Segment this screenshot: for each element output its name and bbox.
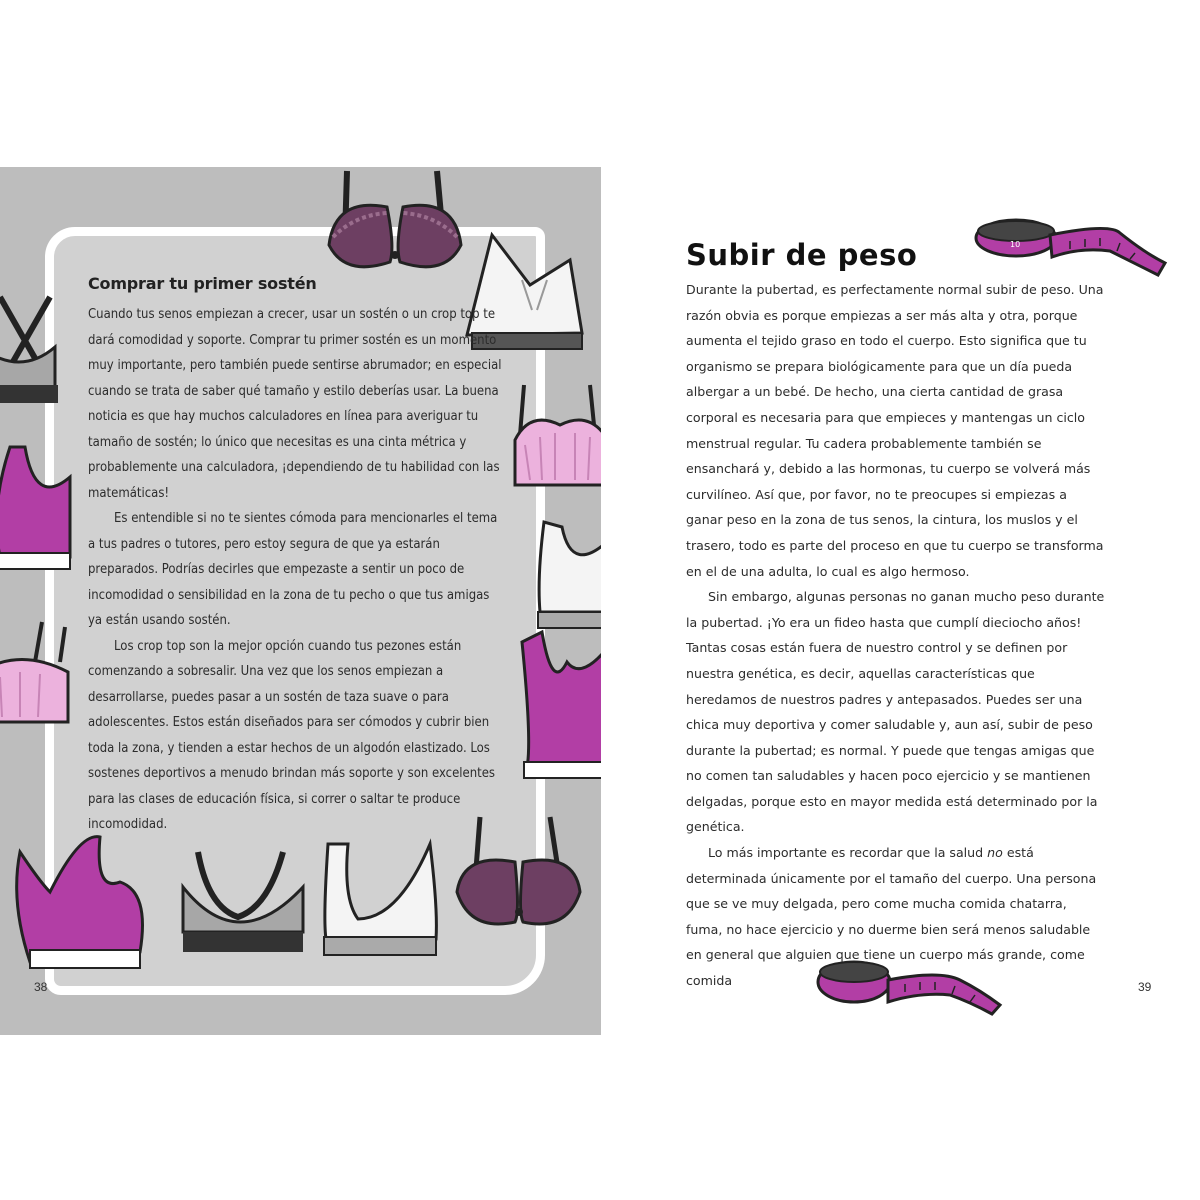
bottom-grey-bra-illustration bbox=[178, 847, 308, 977]
left-page-title: Comprar tu primer sostén bbox=[88, 274, 317, 293]
left-pink-bra-illustration bbox=[0, 622, 70, 737]
right-page-body bbox=[686, 277, 1106, 994]
right-paragraph-text: Lo más importante es recordar que la salud bbox=[708, 845, 988, 861]
bottom-magenta-bra-illustration bbox=[10, 832, 145, 982]
grey-bra-illustration bbox=[0, 287, 70, 407]
page-number-right: 39 bbox=[1138, 980, 1152, 994]
emphasis-no: no bbox=[987, 845, 1003, 861]
measuring-tape-illustration bbox=[970, 213, 1180, 283]
left-page-body bbox=[88, 302, 503, 838]
left-paragraph: Es entendible si no te sientes cómoda para mencionarles el tema a tus padres o tutores, pero estoy segura de que ya estarán preparados. Podrías decirles que empezaste a sentir un poco de incomodidad o sensibilidad en la zona de tu pecho o que tus amigas ya están usando sostén. bbox=[88, 511, 498, 628]
left-page bbox=[0, 167, 601, 1035]
right-paragraph-text: está determinada únicamente por el tamaño del cuerpo. Una persona que se ve muy delgada, pero come mucha comida chatarra, fuma, no hace ejercicio y no duerme bien será menos saludable en general que alguien que tiene un cuerpo más grande, come comida bbox=[686, 845, 1097, 989]
bottom-white-crop-illustration bbox=[318, 839, 443, 969]
right-paragraph: Sin embargo, algunas personas no ganan mucho peso durante la pubertad. ¡Yo era un fideo hasta que cumplí dieciocho años! Tantas cosas están fuera de nuestro control y se definen por nuestra genética, es decir, aquellas características que heredamos de nuestros padres y antepasados. Puedes ser una chica muy deportiva y comer saludable y, aun así, subir de peso durante la pubertad; es normal. Y puede que tengas amigas que no comen tan saludables y hacen poco ejercicio y se mantienen delgadas, porque esto en mayor medida está determinado por la genética. bbox=[686, 589, 1105, 835]
right-paragraph: Durante la pubertad, es perfectamente normal subir de peso. Una razón obvia es porque empiezas a ser más alta y otra, porque aumenta el tejido graso en todo el cuerpo. Esto significa que tu organismo se prepara biológicamente para que un día pueda albergar a un bebé. De hecho, una cierta cantidad de grasa corporal es necesaria para que empieces y mantengas un ciclo menstrual regular. Tu cadera probablemente también se ensanchará y, debido a las hormonas, tu cuerpo se volverá más curvilíneo. Así que, por favor, no te preocupes si empiezas a ganar peso en la zona de tus senos, la cintura, los muslos y el trasero, todo es parte del proceso en que tu cuerpo se transforma en el de una adulta, lo cual es algo hermoso. bbox=[686, 282, 1104, 579]
tape-mark: 10 bbox=[1010, 240, 1021, 249]
page-number-left: 38 bbox=[34, 980, 48, 994]
magenta-sports-bra-illustration bbox=[512, 622, 601, 782]
measuring-tape-bottom-illustration bbox=[810, 950, 1010, 1020]
pink-bra-illustration bbox=[510, 385, 601, 495]
right-page-title: Subir de peso bbox=[686, 238, 918, 272]
left-paragraph: Los crop top son la mejor opción cuando tus pezones están comenzando a sobresalir. Una vez que los senos empiezan a desarrollarse, puedes pasar a un sostén de taza suave o para adolescentes. Estos están diseñados para ser cómodos y cubrir bien toda la zona, y tienden a estar hechos de un algodón elastizado. Los sostenes deportivos a menudo brindan más soporte y son excelentes para las clases de educación física, si correr o saltar te produce incomodidad. bbox=[88, 638, 496, 832]
purple-bra-illustration bbox=[325, 167, 475, 287]
white-crop-top-illustration bbox=[532, 517, 601, 637]
left-magenta-bra-illustration bbox=[0, 437, 75, 577]
left-paragraph: Cuando tus senos empiezan a crecer, usar un sostén o un crop top te dará comodidad y soporte. Comprar tu primer sostén es un momento muy importante, pero también puede sentirse abrumador; en especial cuando se trata de saber qué tamaño y estilo deberías usar. La buena noticia es que hay muchos calculadores en línea para averiguar tu tamaño de sostén; lo único que necesitas es una cinta métrica y probablemente una calculadora, ¡dependiendo de tu habilidad con las matemáticas! bbox=[88, 307, 502, 501]
